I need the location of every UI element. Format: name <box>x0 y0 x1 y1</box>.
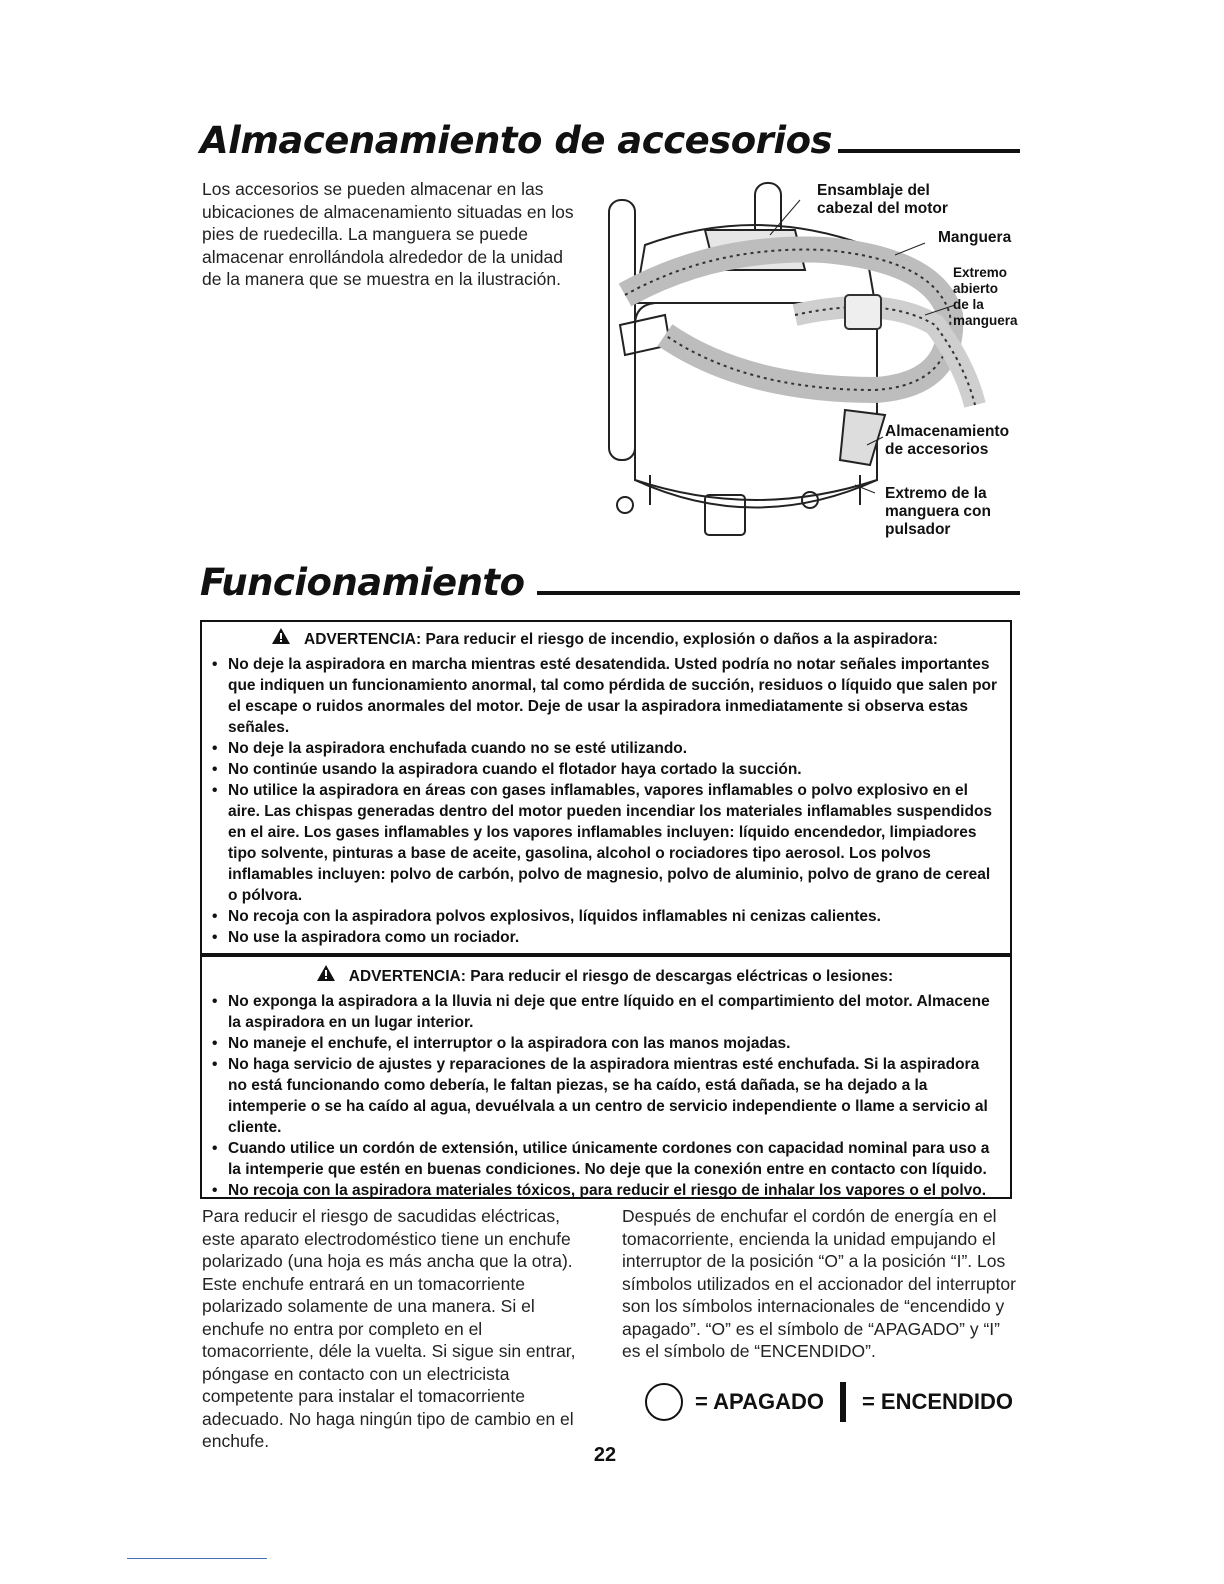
warning-list <box>210 654 1000 948</box>
warning-item: • No utilice la aspiradora en áreas con gases inflamables, vapores inflamables o polvo explosivo en el aire. Las chispas generadas dentro del motor pueden incendiar los materiales inflamables suspendidos en el aire. Los gases inflamables y los vapores inflamables incluyen: líquido encendedor, limpiadores tipo solvente, pinturas a base de aceite, gasolina, alcohol o rociadores tipo aerosol. Los polvos inflamables incluyen: polvo de carbón, polvo de magnesio, polvo de aluminio, polvo de grano de cereal o pólvora. <box>210 780 1000 906</box>
warning-item: • No haga servicio de ajustes y reparaciones de la aspiradora mientras esté enchufada. Si la aspiradora no está funcionando como debería, le faltan piezas, se ha caído, está dañada, se ha dejado a la intemperie o se ha caído al agua, devuélvala a un centro de servicio independiente o llame a servicio al cliente. <box>210 1054 1000 1138</box>
warning-item: • No deje la aspiradora en marcha mientras esté desatendida. Usted podría no notar señales importantes que indiquen un funcionamiento anormal, tal como pérdida de succión, residuos o líquido que salen por el escape o ruidos anormales del motor. Deje de usar la aspiradora inmediatamente si observa estas señales. <box>210 654 1000 738</box>
warning-item: • No recoja con la aspiradora materiales tóxicos, para reducir el riesgo de inhalar los vapores o el polvo. <box>210 1180 1000 1201</box>
switch-symbols <box>645 1382 1013 1422</box>
heading-rule <box>838 149 1020 153</box>
warning-item: • Cuando utilice un cordón de extensión, utilice únicamente cordones con capacidad nominal para uso a la intemperie que estén en buenas condiciones. No deje que la conexión entre en contacto con líquido. <box>210 1138 1000 1180</box>
warning-item: • No deje la aspiradora enchufada cuando no se esté utilizando. <box>210 738 1000 759</box>
page-number: 22 <box>593 1444 617 1466</box>
storage-title: Almacenamiento de accesorios <box>200 119 833 162</box>
label-hose: Manguera <box>938 229 1012 246</box>
vacuum-illustration <box>595 175 1025 560</box>
polarized-plug-paragraph: Para reducir el riesgo de sacudidas eléctricas, este aparato electrodoméstico tiene un enchufe polarizado (una hoja es más ancha que la otra). Este enchufe entrará en un tomacorriente polarizado solamente de una manera. Si el enchufe no entra por completo en el tomacorriente, déle la vuelta. Si sigue sin entrar, póngase en contacto con un electricista competente para instalar el tomacorriente adecuado. No haga ningún tipo de cambio en el enchufe. <box>202 1206 576 1451</box>
off-circle-icon <box>645 1383 683 1421</box>
switch-paragraph: Después de enchufar el cordón de energía en el tomacorriente, encienda la unidad empujando el interruptor de la posición “O” a la posición “I”. Los símbolos utilizados en el accionador del interruptor son los símbolos internacionales de “encendido y apagado”. “O” es el símbolo de “APAGADO” y “I” es el símbolo de “ENCENDIDO”. <box>622 1206 1016 1361</box>
label-accessory-storage: Almacenamiento de accesorios <box>885 423 1010 458</box>
warning-list <box>210 991 1000 1201</box>
warning-box-shock <box>200 955 1012 1199</box>
warning-triangle-icon <box>317 965 335 987</box>
label-hose-end-pulsator: Extremo de la manguera con pulsador <box>885 485 991 538</box>
warning-item: • No exponga la aspiradora a la lluvia ni deje que entre líquido en el compartimiento del motor. Almacene la aspiradora en un lugar interior. <box>210 991 1000 1033</box>
warning-title-row <box>210 628 1000 650</box>
warning-title: ADVERTENCIA: Para reducir el riesgo de incendio, explosión o daños a la aspiradora: <box>304 630 938 648</box>
footer-link-line <box>127 1558 267 1559</box>
on-label: = ENCENDIDO <box>861 1389 1013 1414</box>
warning-title: ADVERTENCIA: Para reducir el riesgo de descargas eléctricas o lesiones: <box>348 967 894 985</box>
warning-triangle-icon <box>272 628 290 650</box>
warning-item: • No continúe usando la aspiradora cuando el flotador haya cortado la succión. <box>210 759 1000 780</box>
operation-title: Funcionamiento <box>200 561 525 604</box>
off-label: = APAGADO <box>695 1389 824 1414</box>
label-open-end: Extremo abierto de la manguera <box>953 265 1018 328</box>
label-motor-head: Ensamblaje del cabezal del motor <box>817 182 948 217</box>
warning-item: • No recoja con la aspiradora polvos explosivos, líquidos inflamables ni cenizas calientes. <box>210 906 1000 927</box>
on-bar-icon <box>840 1382 846 1422</box>
operation-heading <box>200 561 1020 604</box>
warning-item: • No use la aspiradora como un rociador. <box>210 927 1000 948</box>
storage-heading <box>200 119 1020 162</box>
warning-item: • No maneje el enchufe, el interruptor o la aspiradora con las manos mojadas. <box>210 1033 1000 1054</box>
warning-title-row <box>210 965 1000 987</box>
warning-box-fire <box>200 620 1012 955</box>
storage-intro: Los accesorios se pueden almacenar en las ubicaciones de almacenamiento situadas en los pies de ruedecilla. La manguera se puede almacenar enrollándola alrededor de la unidad de la manera que se muestra en la ilustración. <box>202 179 574 289</box>
heading-rule <box>537 591 1020 595</box>
